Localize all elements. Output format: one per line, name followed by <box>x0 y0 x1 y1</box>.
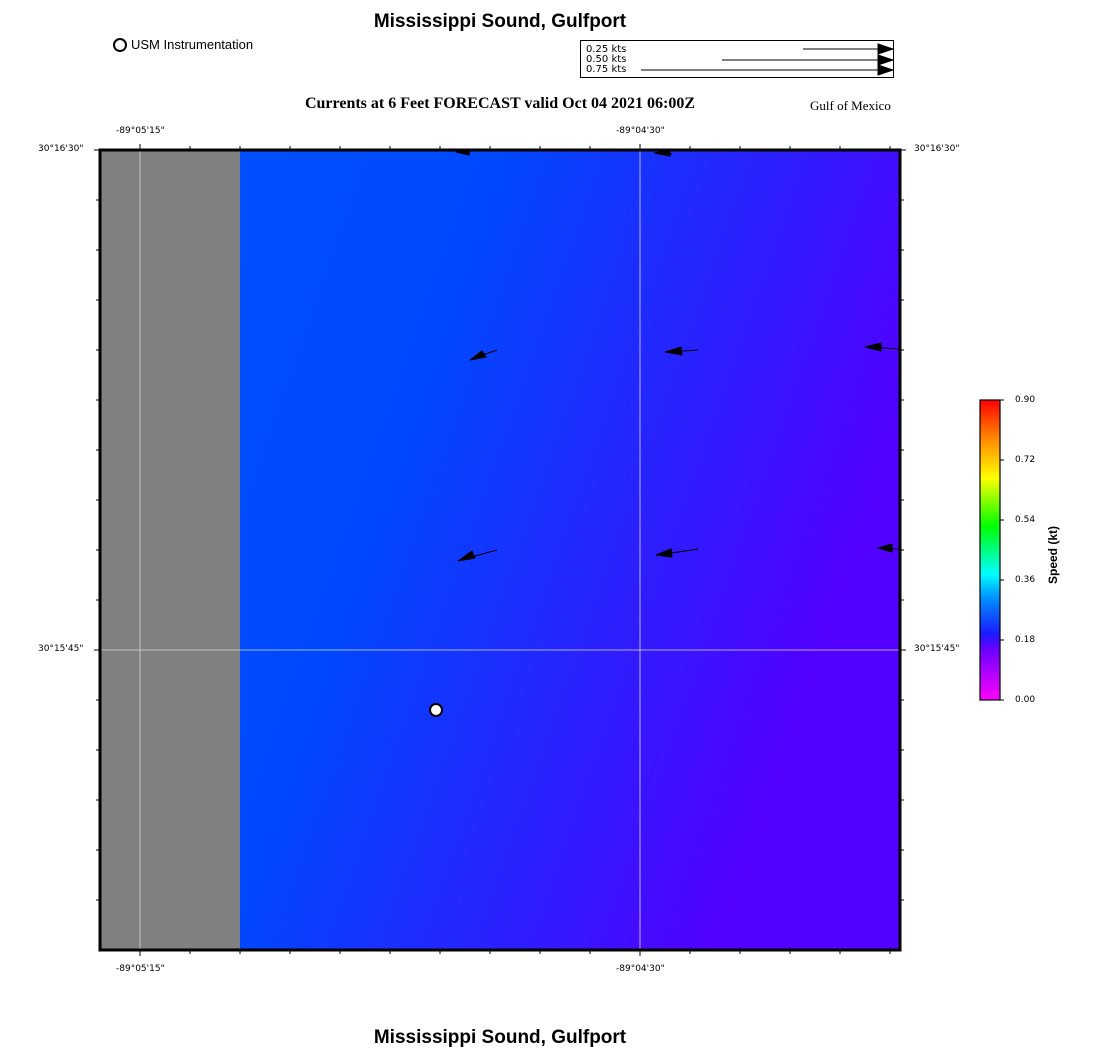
colorbar-tick-label: 0.00 <box>1015 695 1036 705</box>
colorbar <box>980 400 1000 700</box>
region-label: Gulf of Mexico <box>810 98 891 113</box>
lon-tick-top-west: -89°05'15" <box>116 126 165 136</box>
colorbar-tick-label: 0.54 <box>1015 515 1036 525</box>
colorbar-title: Speed (kt) <box>1046 525 1060 584</box>
scale-label-025: 0.25 kts <box>586 44 627 55</box>
lat-tick-right-south: 30°15'45" <box>914 644 960 654</box>
lat-tick-left-south: 30°15'45" <box>38 644 84 654</box>
colorbar-tick-label: 0.72 <box>1015 455 1036 465</box>
colorbar-tick-label: 0.18 <box>1015 635 1036 645</box>
lon-tick-bottom-west: -89°05'15" <box>116 964 165 974</box>
scale-arrows <box>641 44 893 75</box>
scale-label-050: 0.50 kts <box>586 54 627 65</box>
scale-label-075: 0.75 kts <box>586 64 627 75</box>
map-title: Mississippi Sound, Gulfport <box>373 11 627 32</box>
land-area <box>100 150 240 950</box>
lat-tick-right-north: 30°16'30" <box>914 144 960 154</box>
forecast-subtitle: Currents at 6 Feet FORECAST valid Oct 04 2021 06:00Z <box>304 95 696 112</box>
station-legend-label: USM Instrumentation <box>131 37 254 52</box>
usm-station-marker[interactable] <box>430 704 442 716</box>
footer-title: Mississippi Sound, Gulfport <box>373 1027 627 1048</box>
colorbar-tick-label: 0.90 <box>1015 395 1036 405</box>
lat-tick-left-north: 30°16'30" <box>38 144 84 154</box>
lon-tick-top-east: -89°04'30" <box>616 126 665 136</box>
colorbar-tick-label: 0.36 <box>1015 575 1036 585</box>
lon-tick-bottom-east: -89°04'30" <box>616 964 665 974</box>
